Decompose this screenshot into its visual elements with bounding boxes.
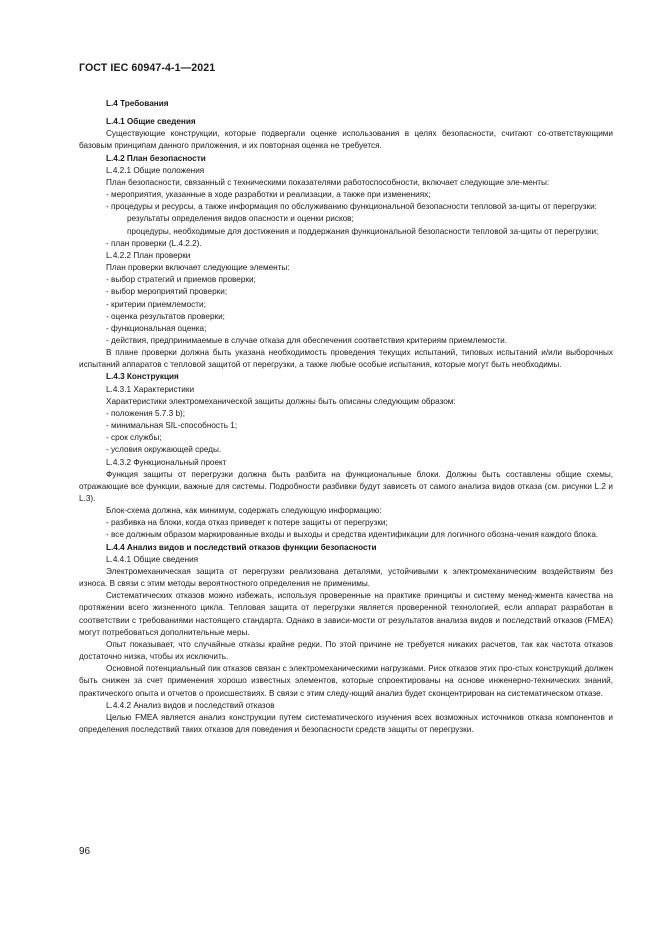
paragraph: Опыт показывает, что случайные отказы крайне редки. По этой причине не требуется никаких расчетов, так как частота отказов достаточно низка, чтобы их исключить. xyxy=(79,639,613,662)
list-item: - срок службы; xyxy=(106,433,162,443)
paragraph: Систематических отказов можно избежать, используя проверенные на практике принципы и систему менед-жмента качества на протяжении всего жизненного цикла. Тепловая защита от перегрузки является проверенной технологией, если аппарат разработан в соответствии с требованиями настоящего стандарта. Однако в зависи-мости от результатов анализа видов и последствий отказов (FMEA) могут потребоваться дополнительные меры. xyxy=(79,591,613,637)
list-item: - выбор стратегий и приемов проверки; xyxy=(106,275,256,285)
list-item: - все должным образом маркированные входы и выходы и средства идентификации для логичного обозна-чения каждого блока. xyxy=(106,530,599,540)
clause-heading: L.4.4.1 Общие сведения xyxy=(106,554,199,564)
paragraph: Существующие конструкции, которые подвергали оценке использования в целях безопасности, считают со-ответствующими базовым принципам данного приложения, и их повторная оценка не требуется. xyxy=(79,129,613,151)
list-item: - действия, предпринимаемые в случае отказа для обеспечения соответствия критериям приемлемости. xyxy=(106,335,507,345)
paragraph: План проверки включает следующие элементы: xyxy=(106,263,290,273)
paragraph: Электромеханическая защита от перегрузки реализована деталями, устойчивыми к электромеханическим воздействиям без износа. В связи с этим методы вероятностного определения не применимы. xyxy=(79,566,613,589)
list-item: - критерии приемлемости; xyxy=(106,299,206,309)
list-item: - функциональная оценка; xyxy=(106,323,207,333)
document-body xyxy=(79,92,613,736)
sub-list-item: результаты определения видов опасности и оценки рисков; xyxy=(127,214,354,224)
section-heading: L.4 Требования xyxy=(106,99,169,108)
paragraph: Блок-схема должна, как минимум, содержать следующую информацию: xyxy=(106,506,382,516)
document-header: ГОСТ IEC 60947-4-1—2021 xyxy=(79,62,216,74)
list-item: - минимальная SIL-способность 1; xyxy=(106,421,238,431)
paragraph: Основной потенциальный пик отказов связан с электромеханическими нагрузками. Риск отказов этих про-стых конструкций должен быть снижен за счет применения хорошо известных элементов, которые спроектированы на основе инженерно-технических знаний, практического опыта и отчетов о происшествиях. В связи с этим следу-ющий анализ будет сконцентрирован на систематическом отказе. xyxy=(79,664,613,698)
page-number: 96 xyxy=(79,846,91,857)
subsection-heading: L.4.4 Анализ видов и последствий отказов функции безопасности xyxy=(106,542,377,552)
list-item: - оценка результатов проверки; xyxy=(106,311,225,321)
subsection-heading: L.4.3 Конструкция xyxy=(106,372,179,382)
subsection-heading: L.4.2 План безопасности xyxy=(106,153,206,163)
clause-heading: L.4.3.2 Функциональный проект xyxy=(106,457,227,467)
clause-heading: L.4.2.1 Общие положения xyxy=(106,165,205,175)
list-item: - мероприятия, указанные в ходе разработки и реализации, а также при изменениях; xyxy=(106,190,431,200)
list-item: - процедуры и ресурсы, а также информация по обслуживанию функциональной безопасности тепловой за-щиты от перегрузки: xyxy=(106,202,597,212)
paragraph: В плане проверки должна быть указана необходимость проведения текущих испытаний, типовых испытаний и/или выборочных испытаний аппаратов с тепловой защитой от перегрузки, а также любые особые испытания, которые могут быть необходимы. xyxy=(79,348,613,370)
list-item: - положения 5.7.3 b); xyxy=(106,408,186,418)
list-item: - план проверки (L.4.2.2). xyxy=(106,238,202,248)
list-item: - разбивка на блоки, когда отказ приведет к потере защиты от перегрузки; xyxy=(106,518,388,528)
sub-list-item: процедуры, необходимые для достижения и поддержания функциональной безопасности тепловой за-щиты от перегрузки; xyxy=(127,226,599,236)
paragraph: Характеристики электромеханической защиты должны быть описаны следующим образом: xyxy=(106,396,456,406)
paragraph: План безопасности, связанный с техническими показателями работоспособности, включает следующие эле-менты: xyxy=(106,177,550,187)
list-item: - условия окружающей среды. xyxy=(106,445,222,455)
subsection-heading: L.4.1 Общие сведения xyxy=(106,117,196,127)
paragraph: Функция защиты от перегрузки должна быть разбита на функциональные блоки. Должны быть составлены общие схемы, отражающие все функции, важные для системы. Подробности разбивки будут зависеть от самого анализа видов отказа (см. рисунки L.2 и L.3). xyxy=(79,469,613,503)
paragraph: Целью FMEA является анализ конструкции путем систематического изучения всех возможных источников отказа компонентов и определения последствий таких отказов для поведения и безопасности средств защиты от перегрузки. xyxy=(79,712,613,734)
list-item: - выбор мероприятий проверки; xyxy=(106,287,228,297)
clause-heading: L.4.4.2 Анализ видов и последствий отказов xyxy=(106,700,275,710)
clause-heading: L.4.2.2 План проверки xyxy=(106,250,191,260)
clause-heading: L.4.3.1 Характеристики xyxy=(106,384,195,394)
